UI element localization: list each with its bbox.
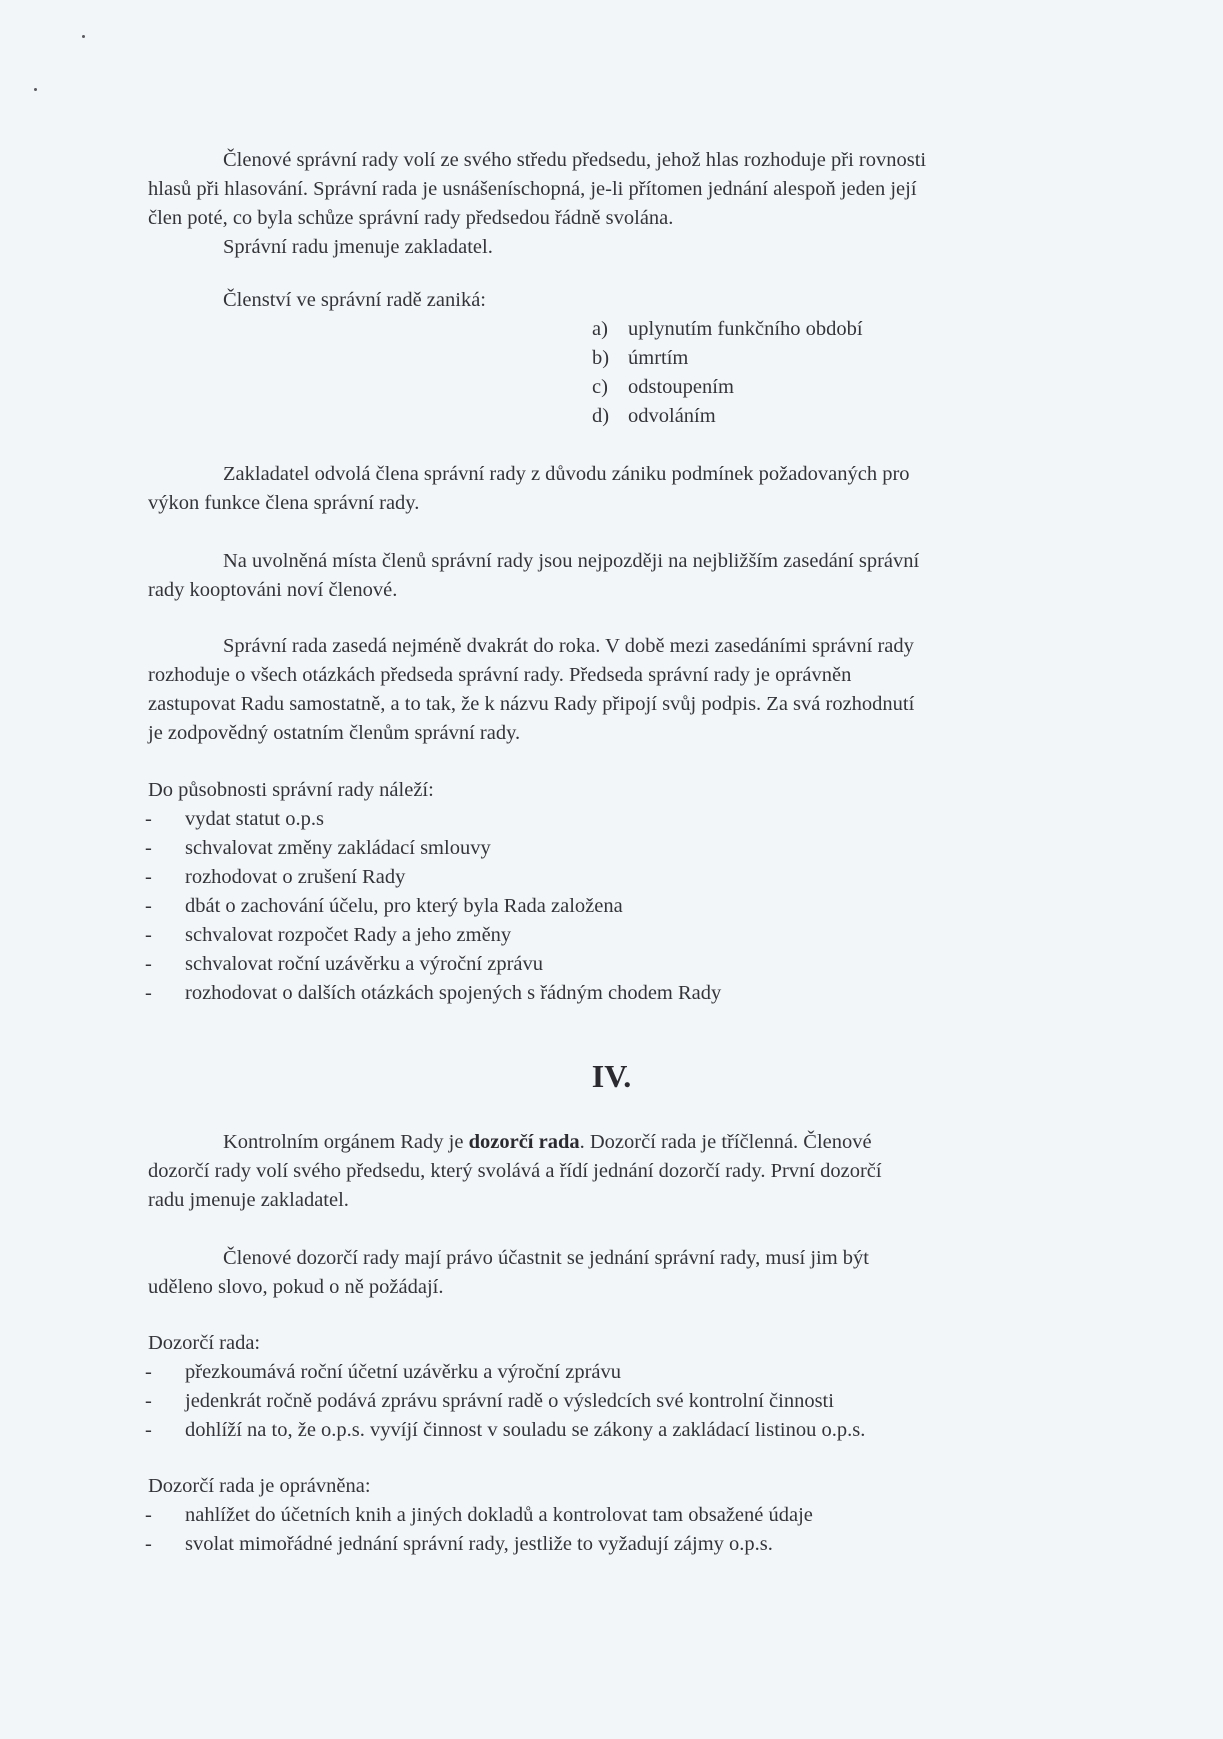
list-item <box>145 1416 865 1445</box>
list-dash: - <box>145 1533 152 1555</box>
text-line: Členové správní rady volí ze svého středu předsedu, jehož hlas rozhoduje při rovnosti <box>223 149 927 171</box>
list-item <box>592 344 863 373</box>
text-line: výkon funkce člena správní rady. <box>148 492 420 514</box>
list-item-text: dohlíží na to, že o.p.s. vyvíjí činnost v souladu se zákony a zakládací listinou o.p.s. <box>185 1419 866 1441</box>
bold-term: dozorčí rada <box>468 1131 580 1153</box>
list-item-text: dbát o zachování účelu, pro který byla Rada založena <box>185 895 623 917</box>
list-item-text: rozhodovat o dalších otázkách spojených s řádným chodem Rady <box>185 982 722 1004</box>
paragraph-meetings <box>148 632 1056 748</box>
list-item <box>592 373 863 402</box>
section-heading: IV. <box>591 1058 632 1094</box>
membership-end-list <box>592 315 863 431</box>
list-item-text: schvalovat roční uzávěrku a výroční zprávu <box>185 953 544 975</box>
list-item-text: přezkoumává roční účetní uzávěrku a výroční zprávu <box>185 1361 621 1383</box>
text-line: Dozorčí rada je oprávněna: <box>148 1475 371 1497</box>
list-item <box>592 402 863 431</box>
list-dash: - <box>145 895 152 917</box>
text-line: dozorčí rady volí svého předsedu, který svolává a řídí jednání dozorčí rady. První dozorčí <box>148 1160 882 1182</box>
paragraph-attendance <box>148 1244 1056 1302</box>
list-marker: c) <box>592 376 608 398</box>
text-line: Zakladatel odvolá člena správní rady z důvodu zániku podmínek požadovaných pro <box>223 463 910 485</box>
list-item <box>145 834 721 863</box>
text-line: Správní rada zasedá nejméně dvakrát do roka. V době mezi zasedáními správní rady <box>223 635 914 657</box>
text-segment: . Dozorčí rada je tříčlenná. Členové <box>579 1131 872 1153</box>
list-item <box>145 1530 813 1559</box>
competence-list <box>145 805 721 1008</box>
text-line: Na uvolněná místa členů správní rady jsou nejpozději na nejbližším zasedání správní <box>223 550 920 572</box>
text-line: Do působnosti správní rady náleží: <box>148 779 434 801</box>
text-line: radu jmenuje zakladatel. <box>148 1189 349 1211</box>
text-line: hlasů při hlasování. Správní rada je usnášeníschopná, je-li přítomen jednání alespoň jeden její <box>148 178 917 200</box>
list-item-text: vydat statut o.p.s <box>185 808 324 830</box>
paragraph-dismissal <box>148 460 1056 518</box>
list-marker: b) <box>592 347 610 369</box>
list-marker: d) <box>592 405 610 427</box>
text-line <box>148 1128 1056 1157</box>
scan-speck <box>82 35 85 38</box>
list-dash: - <box>145 1361 152 1383</box>
list-item-text: nahlížet do účetních knih a jiných dokladů a kontrolovat tam obsažené údaje <box>185 1504 813 1526</box>
membership-intro <box>148 286 1056 315</box>
list-dash: - <box>145 953 152 975</box>
list-dash: - <box>145 924 152 946</box>
list-item <box>145 1387 865 1416</box>
list-dash: - <box>145 1390 152 1412</box>
text-line: Dozorčí rada: <box>148 1332 261 1354</box>
list-item-text: uplynutím funkčního období <box>628 318 863 340</box>
list-item-text: schvalovat změny zakládací smlouvy <box>185 837 491 859</box>
text-line: uděleno slovo, pokud o ně požádají. <box>148 1276 444 1298</box>
paragraph-board-chair <box>148 146 1056 262</box>
paragraph-cooptation <box>148 547 1056 605</box>
text-line: rady kooptováni noví členové. <box>148 579 398 601</box>
list-dash: - <box>145 866 152 888</box>
list-item-text: úmrtím <box>628 347 689 369</box>
text-line: Členství ve správní radě zaniká: <box>223 289 486 311</box>
supervisory-duties-intro <box>148 1329 1056 1358</box>
text-segment: Kontrolním orgánem Rady je <box>223 1131 469 1153</box>
list-item-text: odstoupením <box>628 376 734 398</box>
list-marker: a) <box>592 318 608 340</box>
scan-speck <box>34 88 37 91</box>
text-line: Správní radu jmenuje zakladatel. <box>223 236 493 258</box>
list-item-text: svolat mimořádné jednání správní rady, jestliže to vyžadují zájmy o.p.s. <box>185 1533 773 1555</box>
list-item <box>145 921 721 950</box>
supervisory-duties-list <box>145 1358 865 1445</box>
paragraph-supervisory-board <box>148 1128 1056 1215</box>
list-item <box>145 950 721 979</box>
list-dash: - <box>145 1504 152 1526</box>
list-item-text: rozhodovat o zrušení Rady <box>185 866 406 888</box>
supervisory-rights-intro <box>148 1472 1056 1501</box>
list-item <box>145 979 721 1008</box>
list-item <box>145 1501 813 1530</box>
text-line: rozhoduje o všech otázkách předseda správní rady. Předseda správní rady je oprávněn <box>148 664 852 686</box>
list-item <box>145 805 721 834</box>
competence-intro <box>148 776 1056 805</box>
text-line: zastupovat Radu samostatně, a to tak, že k názvu Rady připojí svůj podpis. Za svá rozhodnutí <box>148 693 915 715</box>
list-dash: - <box>145 982 152 1004</box>
text-line: Členové dozorčí rady mají právo účastnit se jednání správní rady, musí jim být <box>223 1247 869 1269</box>
list-item <box>592 315 863 344</box>
list-item-text: schvalovat rozpočet Rady a jeho změny <box>185 924 512 946</box>
list-item <box>145 863 721 892</box>
list-item <box>145 1358 865 1387</box>
list-dash: - <box>145 1419 152 1441</box>
text-line: člen poté, co byla schůze správní rady předsedou řádně svolána. <box>148 207 674 229</box>
list-item <box>145 892 721 921</box>
list-item-text: odvoláním <box>628 405 716 427</box>
list-dash: - <box>145 837 152 859</box>
list-dash: - <box>145 808 152 830</box>
list-item-text: jedenkrát ročně podává zprávu správní radě o výsledcích své kontrolní činnosti <box>185 1390 834 1412</box>
supervisory-rights-list <box>145 1501 813 1559</box>
text-line: je zodpovědný ostatním členům správní rady. <box>148 722 521 744</box>
